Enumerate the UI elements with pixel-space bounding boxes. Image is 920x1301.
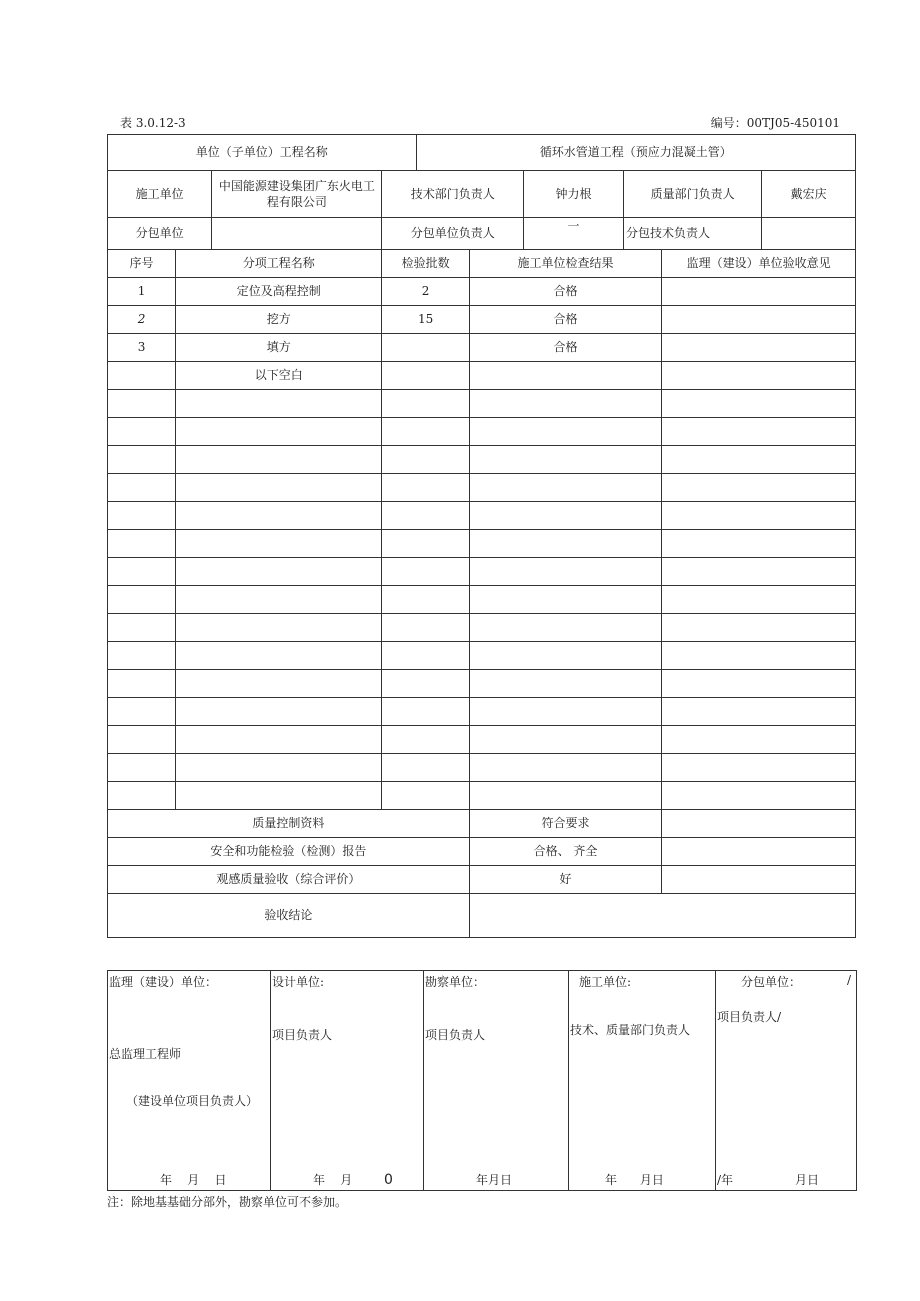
row-batches: 2	[382, 278, 469, 306]
design-date-extra: 0	[384, 1172, 393, 1188]
conclusion-value	[469, 894, 855, 938]
subcontract-value	[212, 218, 382, 250]
col-check: 施工单位检查结果	[469, 250, 662, 278]
summary-label: 观感质量验收（综合评价）	[108, 866, 470, 894]
supervision-title: 监理（建设）单位：	[109, 975, 218, 989]
table-row	[108, 334, 856, 362]
subcontract-head-value: 一	[523, 218, 623, 250]
supervision-role: 总监理工程师	[109, 1047, 182, 1061]
contractor-value: 中国能源建设集团广东火电工程有限公司	[212, 171, 382, 218]
project-name-label: 单位（子单位）工程名称	[108, 135, 417, 171]
empty-row	[108, 614, 856, 642]
contractor-label: 施工单位	[108, 171, 212, 218]
form-code: 表 3.0.12-3	[120, 116, 186, 130]
table-row	[108, 278, 856, 306]
col-no: 序号	[108, 250, 176, 278]
subcontract-row	[108, 218, 856, 250]
row-check: 合格	[469, 306, 662, 334]
contractor-row	[108, 171, 856, 218]
signature-table	[107, 970, 857, 1191]
empty-row	[108, 726, 856, 754]
empty-row	[108, 558, 856, 586]
design-role: 项目负责人	[272, 1028, 333, 1042]
summary-row	[108, 866, 856, 894]
conclusion-row	[108, 894, 856, 938]
acceptance-table	[107, 134, 856, 938]
table-row	[108, 306, 856, 334]
empty-row	[108, 586, 856, 614]
empty-row	[108, 782, 856, 810]
empty-row	[108, 446, 856, 474]
tech-head-label: 技术部门负责人	[382, 171, 523, 218]
empty-row	[108, 754, 856, 782]
subcontract-date-suffix: 月日	[795, 1173, 820, 1187]
subcontract-role: 项目负责人/	[717, 1010, 782, 1024]
empty-row	[108, 642, 856, 670]
row-check: 合格	[469, 334, 662, 362]
empty-row	[108, 502, 856, 530]
row-no	[108, 362, 176, 390]
subcontract-head-label: 分包单位负责人	[382, 218, 523, 250]
column-header-row	[108, 250, 856, 278]
row-opinion	[662, 306, 856, 334]
row-batches	[382, 362, 469, 390]
summary-value: 合格、 齐全	[469, 838, 662, 866]
row-opinion	[662, 278, 856, 306]
design-signature	[271, 971, 424, 1191]
row-no: 3	[108, 334, 176, 362]
empty-row	[108, 530, 856, 558]
row-batches: 15	[382, 306, 469, 334]
survey-role: 项目负责人	[425, 1028, 486, 1042]
summary-label: 质量控制资料	[108, 810, 470, 838]
design-title: 设计单位:	[272, 975, 325, 989]
summary-row	[108, 810, 856, 838]
row-check	[469, 362, 662, 390]
empty-row	[108, 390, 856, 418]
construction-date: 年 月日	[605, 1173, 664, 1187]
survey-date: 年月日	[476, 1173, 513, 1187]
supervision-role2: （建设单位项目负责人）	[126, 1094, 259, 1108]
quality-head-label: 质量部门负责人	[623, 171, 761, 218]
row-name: 以下空白	[176, 362, 382, 390]
survey-signature	[424, 971, 569, 1191]
col-batches: 检验批数	[382, 250, 469, 278]
supervision-signature	[108, 971, 271, 1191]
construction-role: 技术、质量部门负责人	[570, 1023, 691, 1037]
summary-row	[108, 838, 856, 866]
row-check: 合格	[469, 278, 662, 306]
row-name: 填方	[176, 334, 382, 362]
construction-signature	[569, 971, 716, 1191]
row-name: 定位及高程控制	[176, 278, 382, 306]
col-name: 分项工程名称	[176, 250, 382, 278]
summary-value: 符合要求	[469, 810, 662, 838]
subcontract-slash: /	[847, 973, 852, 987]
design-date: 年 月	[313, 1173, 353, 1187]
subcontract-signature	[716, 971, 857, 1191]
construction-title: 施工单位:	[579, 975, 632, 989]
supervision-date: 年 月 日	[160, 1173, 227, 1187]
document-header	[120, 114, 840, 132]
row-no: 1	[108, 278, 176, 306]
row-opinion	[662, 334, 856, 362]
table-row	[108, 362, 856, 390]
row-opinion	[662, 362, 856, 390]
project-row	[108, 135, 856, 171]
subcontract-label: 分包单位	[108, 218, 212, 250]
summary-label: 安全和功能检验（检测）报告	[108, 838, 470, 866]
subcontract-date-prefix: /年	[717, 1173, 734, 1187]
row-batches	[382, 334, 469, 362]
empty-row	[108, 698, 856, 726]
conclusion-label: 验收结论	[108, 894, 470, 938]
quality-head-value: 戴宏庆	[762, 171, 856, 218]
footnote: 注：除地基基础分部外，勘察单位可不参加。	[107, 1195, 348, 1209]
row-name: 挖方	[176, 306, 382, 334]
summary-value: 好	[469, 866, 662, 894]
serial-number: 编号：00TJ05-450101	[710, 116, 840, 130]
tech-head-value: 钟力根	[523, 171, 623, 218]
col-opinion: 监理（建设）单位验收意见	[662, 250, 856, 278]
subcontract-tech-value	[762, 218, 856, 250]
empty-row	[108, 474, 856, 502]
subcontract-title: 分包单位：	[741, 975, 802, 989]
row-no: 2	[108, 306, 176, 334]
survey-title: 勘察单位：	[425, 975, 486, 989]
project-name-value: 循环水管道工程（预应力混凝土管）	[416, 135, 855, 171]
empty-row	[108, 418, 856, 446]
empty-row	[108, 670, 856, 698]
subcontract-tech-label: 分包技术负责人	[623, 218, 761, 250]
